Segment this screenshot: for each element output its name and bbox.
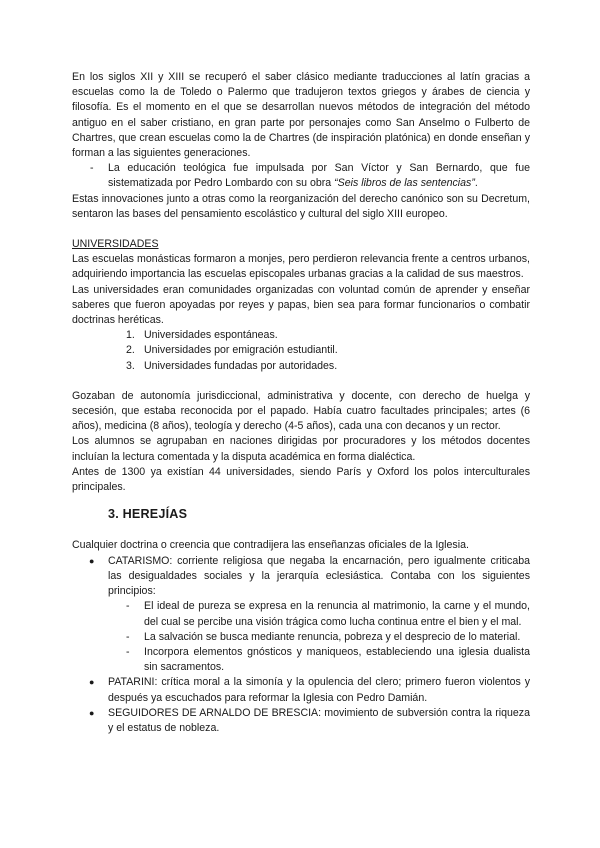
- spacer: [72, 374, 530, 389]
- catarismo-text: CATARISMO: corriente religiosa que negaba la encarnación, pero igualmente criticaba las desigualdades sociales y la jerarquía eclesiástica. Contaba con los siguientes principios:: [108, 554, 530, 598]
- dash-item-text: La educación teológica fue impulsada por San Víctor y San Bernardo, que fue sistematizada por Pedro Lombardo con su obra: [108, 162, 530, 190]
- list-item-patarini: [72, 675, 530, 705]
- herejias-list: [72, 554, 530, 736]
- arnaldo-text: SEGUIDORES DE ARNALDO DE BRESCIA: movimiento de subversión contra la riqueza y el estatus de nobleza.: [108, 706, 530, 734]
- universidades-p1: Las escuelas monásticas formaron a monjes, pero perdieron relevancia frente a centros urbanos, adquiriendo importancia las escuelas episcopales urbanas gracias a la calidad de sus maestros.: [72, 253, 530, 281]
- list-item-arnaldo: [72, 706, 530, 736]
- list-item: - Incorpora elementos gnósticos y maniqueos, estableciendo una iglesia dualista sin sacramentos.: [108, 645, 530, 675]
- list-item: - La salvación se busca mediante renuncia, pobreza y el desprecio de lo material.: [108, 630, 530, 645]
- list-number: 1.: [126, 329, 135, 342]
- bullet-icon: ●: [89, 677, 95, 688]
- spacer: [72, 222, 530, 237]
- document-page: [72, 70, 530, 736]
- bullet-icon: ●: [89, 555, 95, 566]
- dash-item-end: .: [474, 177, 478, 190]
- herejias-intro: Cualquier doctrina o creencia que contradijera las enseñanzas oficiales de la Iglesia.: [72, 539, 469, 552]
- patarini-text: PATARINI: crítica moral a la simonía y la opulencia del clero; primero fueron violentos y después ya escuchados para reformar la Iglesia con Pedro Damián.: [108, 676, 530, 704]
- list-item: [72, 343, 530, 358]
- universidades-types-list: [72, 328, 530, 374]
- list-item: - El ideal de pureza se expresa en la renuncia al matrimonio, la carne y el mundo, del cual se percibe una visión trágica como lucha continua entre el bien y el mal.: [108, 599, 530, 629]
- universidades-p2: Las universidades eran comunidades organizadas con voluntad común de aprender y enseñar saberes que fueron apoyadas por reyes y papas, bien sea para formar funcionarios o combatir doctrinas heréticas.: [72, 283, 530, 327]
- universidades-heading: UNIVERSIDADES: [72, 238, 159, 251]
- intro-closing: Estas innovaciones junto a otras como la reorganización del derecho canónico son su Decretum, sentaron las bases del pensamiento escolástico y cultural del siglo XIII europeo.: [72, 192, 530, 220]
- list-item: [72, 161, 530, 191]
- list-item-catarismo: [72, 554, 530, 676]
- universidades-p5: Antes de 1300 ya existían 44 universidades, siendo París y Oxford los polos interculturales principales.: [72, 465, 530, 494]
- list-number: 3.: [126, 359, 135, 372]
- section-title-herejias: 3. HEREJÍAS: [108, 507, 188, 522]
- bullet-icon: ●: [89, 707, 95, 718]
- list-item: [72, 328, 530, 343]
- work-title: “Seis libros de las sentencias”: [334, 177, 475, 190]
- list-text: Universidades espontáneas.: [144, 329, 278, 342]
- intro-paragraph: En los siglos XII y XIII se recuperó el saber clásico mediante traducciones al latín gracias a escuelas como la de Toledo o Palermo que tradujeron textos griegos y árabes de ciencia y filosofía. Es el momento en el que se desarrollan nuevos métodos de integración del método antiguo en el saber cristiano, en gran parte por personajes como San Anselmo o Fulberto de Chartres, que crean escuelas como la de Chartres (de inspiración platónica) en donde enseñan y forman a las siguientes generaciones.: [72, 71, 530, 160]
- list-text: Universidades fundadas por autoridades.: [144, 359, 338, 372]
- universidades-p4: Los alumnos se agrupaban en naciones dirigidas por procuradores y los métodos docentes incluían la lectura comentada y la disputa académica en forma dialéctica.: [72, 435, 530, 463]
- list-item: [72, 359, 530, 374]
- intro-dash-list: [72, 161, 530, 191]
- principios-list: [108, 599, 530, 675]
- universidades-p3: Gozaban de autonomía jurisdiccional, administrativa y docente, con derecho de huelga y secesión, que estaba reconocida por el papado. Había cuatro facultades principales; artes (6 años), medicina (8 años), teología y derecho (4-5 años), cada una con decanos y un rector.: [72, 389, 530, 433]
- list-text: Universidades por emigración estudiantil.: [144, 344, 338, 357]
- list-number: 2.: [126, 344, 135, 357]
